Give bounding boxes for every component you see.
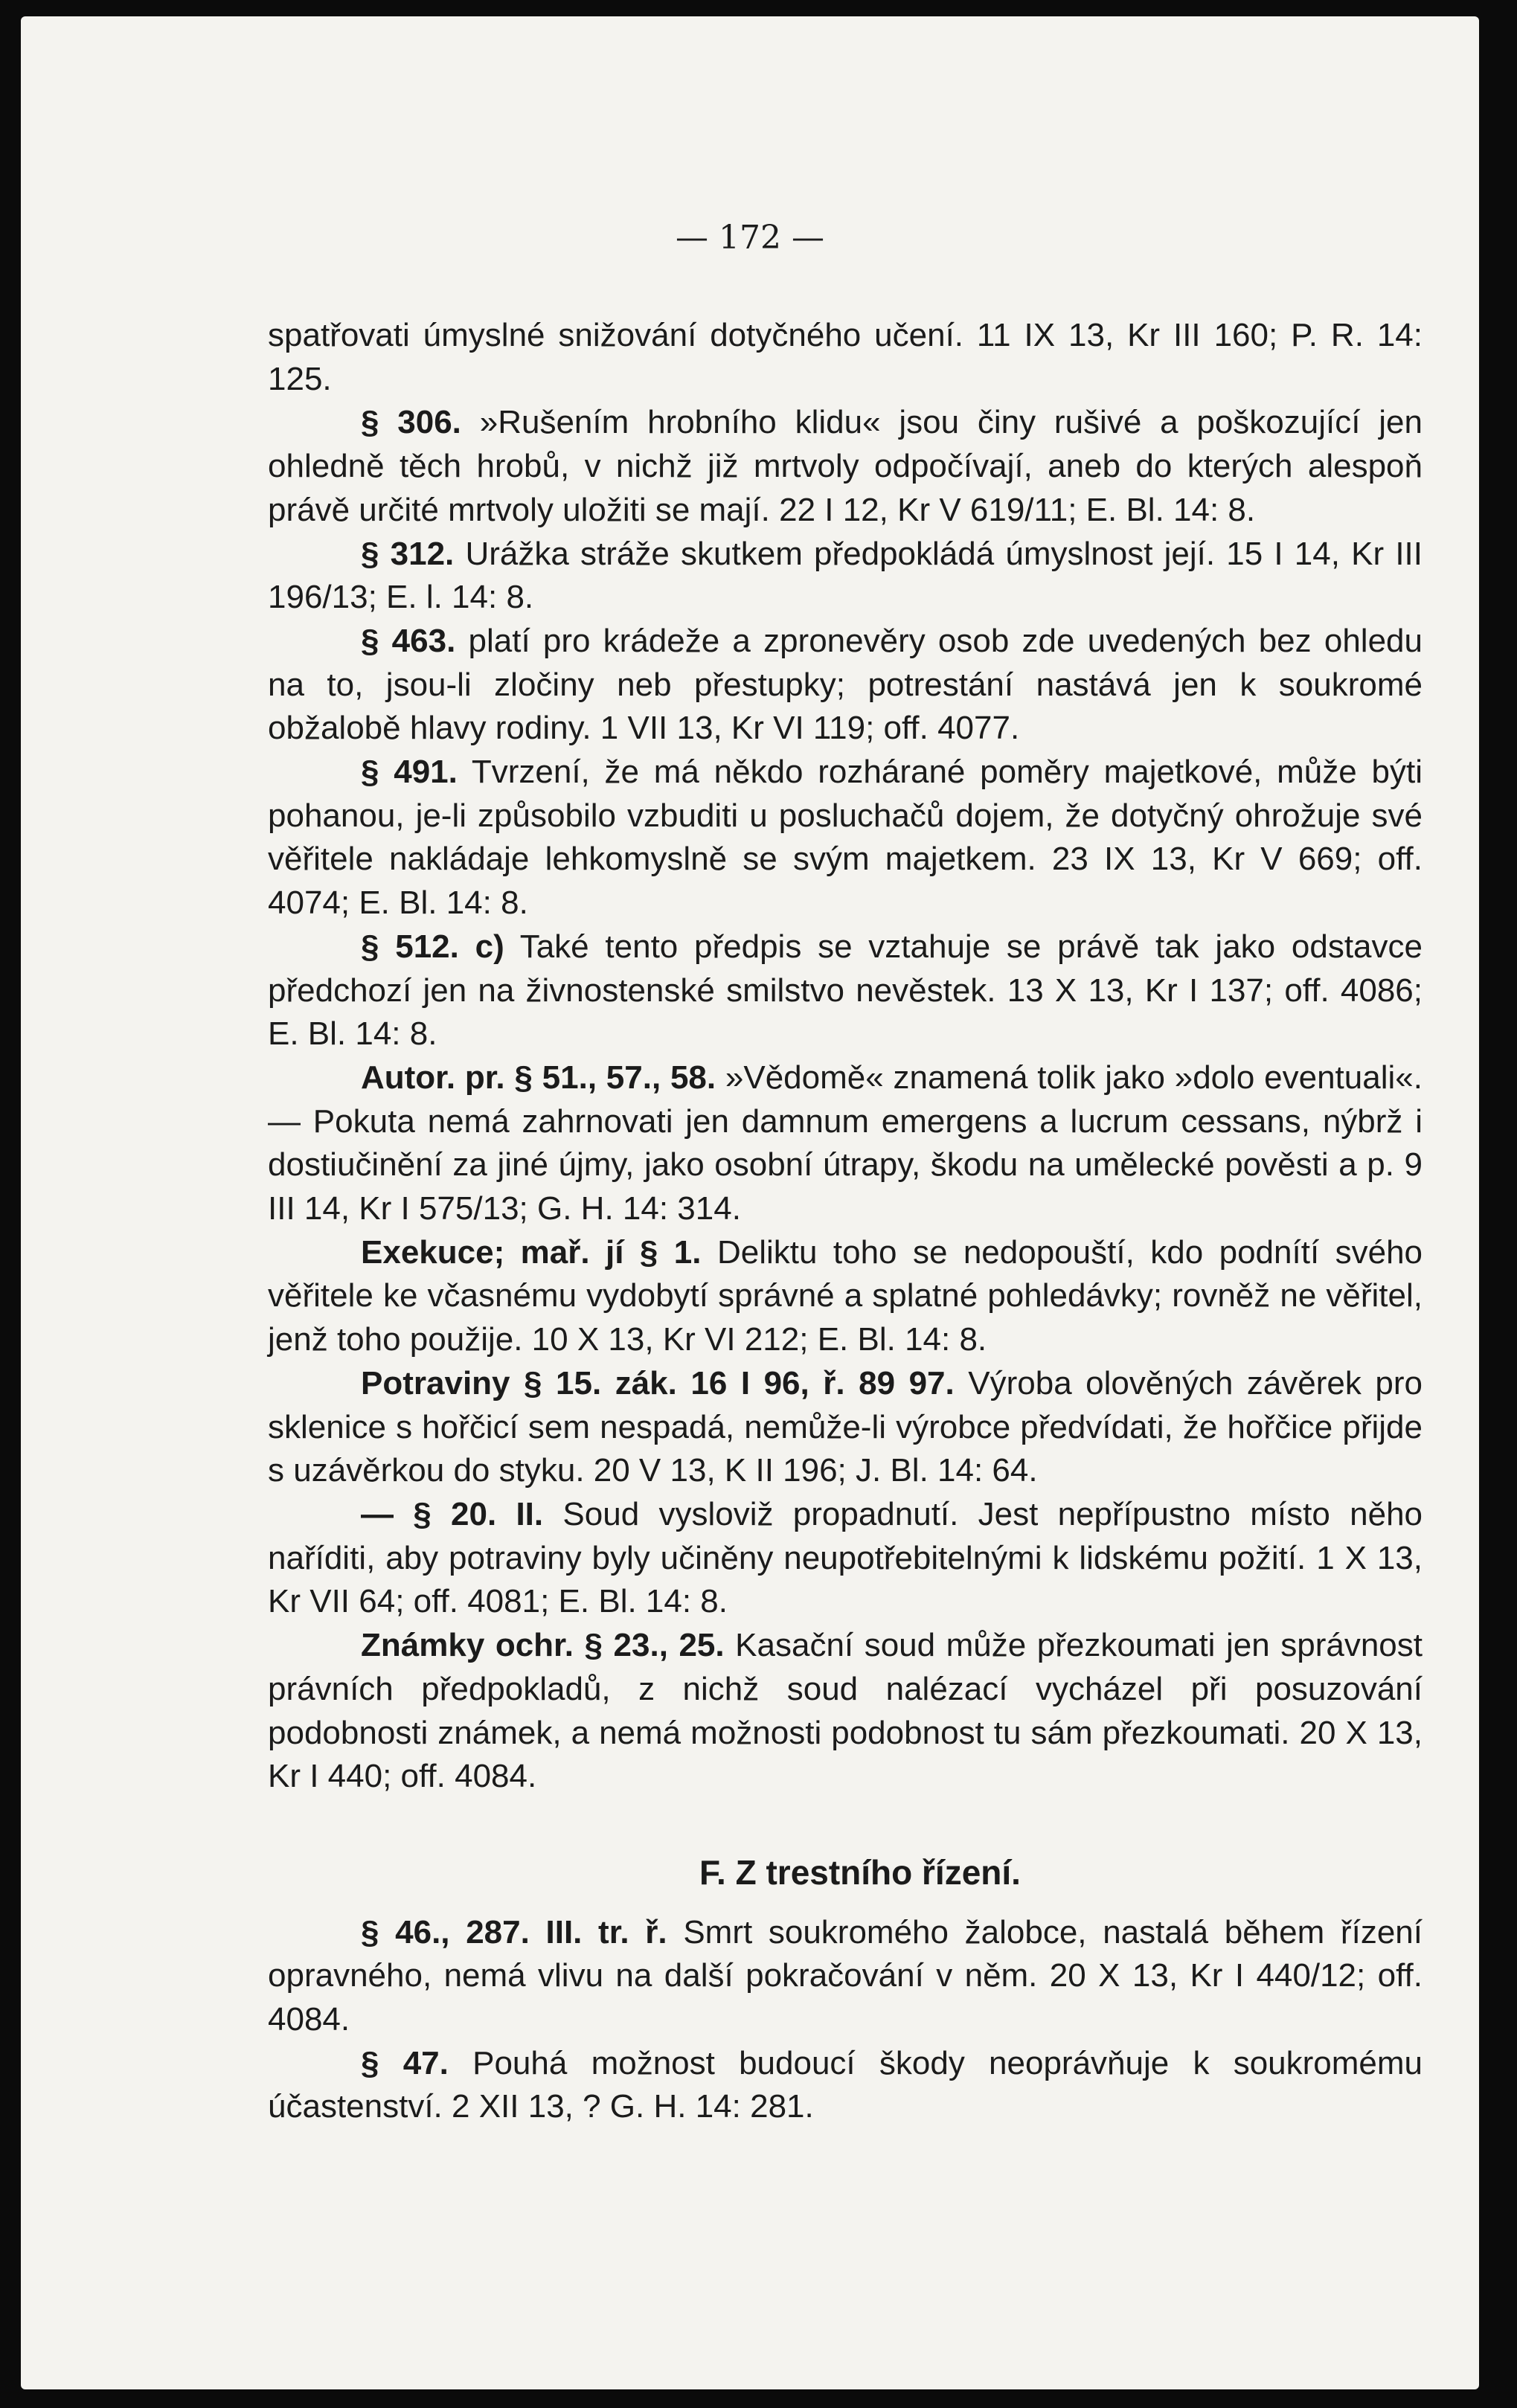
book-page [21, 16, 1479, 2389]
paragraph [268, 1056, 1423, 1231]
paragraph [268, 1911, 1423, 2042]
paragraph-lead: — § 20. II. [361, 1495, 544, 1532]
paragraph-text: Deliktu toho se nedopouští, kdo podnítí svého věřitele ke včasnému vydobytí správné a splatné pohledávky; rovněž ne věřitel, jenž toho použije. 10 X 13, Kr VI 212; E. Bl. 14: 8. [268, 1233, 1423, 1358]
paragraph-text: Tvrzení, že má někdo rozhárané poměry majetkové, může býti pohanou, je-li způsobilo vzbuditi u posluchačů dojem, že dotyčný ohrožuje své věřitele nakládaje lehkomyslně se svým majetkem. 23 IX 13, Kr V 669; off. 4074; E. Bl. 14: 8. [268, 754, 1423, 922]
paragraph-text: Smrt soukromého žalobce, nastalá během řízení opravného, nemá vlivu na další pokračování v něm. 20 X 13, Kr I 440/12; off. 4084. [268, 1913, 1423, 2038]
paragraph-text: platí pro krádeže a zpronevěry osob zde uvedených bez ohledu na to, jsou-li zločiny neb přestupky; potrestání nastává jen k soukromé obžalobě hlavy rodiny. 1 VII 13, Kr VI 119; off. 4077. [268, 622, 1423, 747]
paragraph-text: »Vědomě« znamená tolik jako »dolo eventuali«. — Pokuta nemá zahrnovati jen damnum emergens a lucrum cessans, nýbrž i dostiučinění za jiné újmy, jako osobní útrapy, škodu na umělecké pověsti a p. 9 III 14, Kr I 575/13; G. H. 14: 314. [268, 1059, 1423, 1227]
paragraph-text: Výroba olověných závěrek pro sklenice s hořčicí sem nespadá, nemůže-li výrobce předvídati, že hořčice přijde s uzávěrkou do styku. 20 V 13, K II 196; J. Bl. 14: 64. [268, 1364, 1423, 1489]
paragraph [268, 314, 1423, 401]
paragraph-lead: § 306. [361, 404, 461, 441]
paragraph [268, 1493, 1423, 1624]
paragraph-lead: § 46., 287. III. tr. ř. [361, 1913, 667, 1951]
paragraph [268, 620, 1423, 751]
paragraph [268, 2042, 1423, 2129]
paragraph [268, 533, 1423, 620]
paragraph-text: Urážka stráže skutkem předpokládá úmyslnost její. 15 I 14, Kr III 196/13; E. l. 14: 8. [268, 535, 1423, 616]
paragraph-lead: § 491. [361, 754, 458, 791]
paragraph [268, 1362, 1423, 1493]
paragraph-lead: § 312. [361, 535, 455, 572]
paragraph-lead: § 47. [361, 2044, 449, 2081]
paragraph-lead: Potraviny § 15. zák. 16 I 96, ř. 89 97. [361, 1364, 955, 1402]
paragraph [268, 751, 1423, 925]
paragraph [268, 1624, 1423, 1799]
page-number: — 172 — [676, 219, 824, 257]
page-body [268, 314, 1423, 2129]
paragraph-text: »Rušením hrobního klidu« jsou činy rušivé a poškozující jen ohledně těch hrobů, v nichž již mrtvoly odpočívají, aneb do kterých alespoň právě určité mrtvoly uložiti se mají. 22 I 12, Kr V 619/11; E. Bl. 14: 8. [268, 404, 1423, 528]
paragraph-lead: Známky ochr. § 23., 25. [361, 1627, 725, 1664]
paragraph-lead: Autor. pr. § 51., 57., 58. [361, 1059, 716, 1096]
paragraph [268, 401, 1423, 532]
paragraph-text: Také tento předpis se vztahuje se právě tak jako odstavce předchozí jen na živnostenské smilstvo nevěstek. 13 X 13, Kr I 137; off. 4086; E. Bl. 14: 8. [268, 928, 1423, 1053]
paragraph [268, 925, 1423, 1056]
paragraph-lead: Exekuce; mař. jí § 1. [361, 1233, 702, 1271]
section-heading: F. Z trestního řízení. [699, 1852, 1021, 1892]
paragraph-lead: § 512. c) [361, 928, 504, 965]
paragraph-lead: § 463. [361, 622, 456, 659]
paragraph-text: Soud vysloviž propadnutí. Jest nepřípustno místo něho naříditi, aby potraviny byly učiněny neupotřebitelnými k lidskému požití. 1 X 13, Kr VII 64; off. 4081; E. Bl. 14: 8. [268, 1495, 1423, 1620]
paragraph-text: spatřovati úmyslné snižování dotyčného učení. 11 IX 13, Kr III 160; P. R. 14: 125. [268, 317, 1423, 397]
paragraph [268, 1231, 1423, 1362]
paragraph-text: Pouhá možnost budoucí škody neoprávňuje k soukromému účastenství. 2 XII 13, ? G. H. 14: 281. [268, 2044, 1423, 2125]
paragraph-text: Kasační soud může přezkoumati jen správnost právních předpokladů, z nichž soud nalézací vycházel při posuzování podobnosti známek, a nemá možnosti podobnost tu sám přezkoumati. 20 X 13, Kr I 440; off. 4084. [268, 1627, 1423, 1795]
